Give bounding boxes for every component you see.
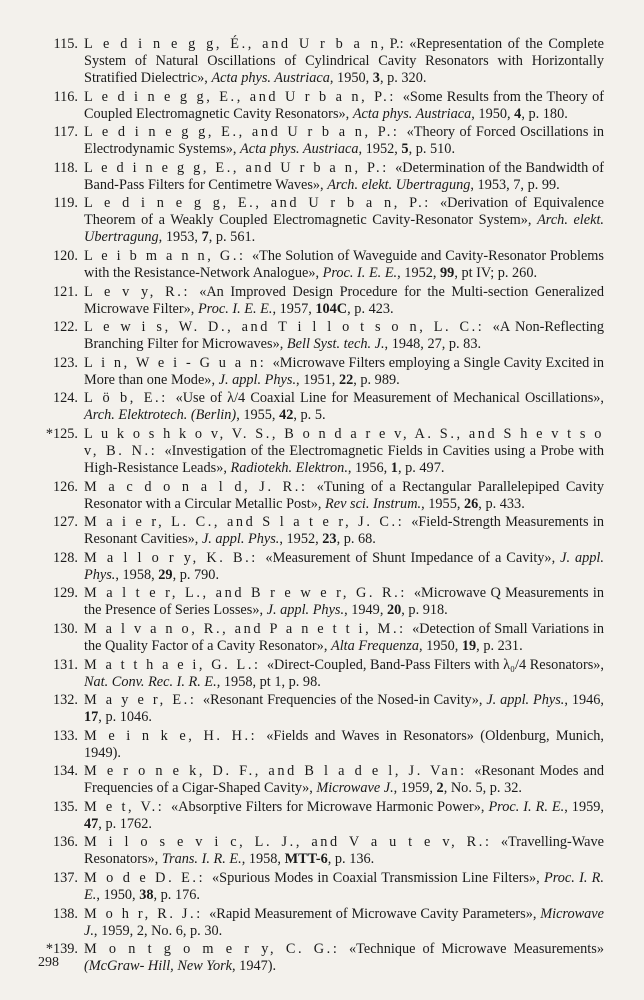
reference-text [84,728,604,762]
journal-title: J. appl. Phys. [218,371,297,388]
author-names: M a l v a n o, R., and P a n e t t i, M.: [84,620,413,637]
author-names: L e w i s, W. D., and T i l l o t s o n, L. C.: [84,319,493,336]
reference-segment: , pt IV; p. 260. [454,264,538,281]
author-names: L u k o s h k o v, V. S., B o n d a r e v, A. S., and S h e v t s o v, B. N.: [84,425,604,459]
author-names: M o n t g o m e r y, C. G.: [84,941,349,958]
author-names: L e d i n e g g, E., and U r b a n, P.: [84,88,403,105]
reference-entry [36,550,604,584]
reference-entry [36,479,604,513]
reference-segment: «Some Results from the Theory of Coupled Electromagnetic Cavity Resonators», [84,88,604,122]
reference-number: 117. [53,124,78,141]
reference-list [36,36,604,977]
reference-text [84,284,604,318]
journal-title: Bell Syst. tech. J. [286,336,385,353]
reference-segment: , p. 231. [476,637,523,654]
reference-segment: , 1957, [272,300,316,317]
volume-number: 7 [201,229,209,246]
reference-entry [36,621,604,655]
reference-segment: «Measurement of Shunt Impedance of a Cavity», [265,549,561,566]
reference-number: 124. [52,390,78,407]
reference-number: 133. [52,727,78,744]
reference-segment: , p. 497. [397,459,445,476]
reference-entry [36,319,604,353]
reference-segment: , 1950, [471,105,515,122]
reference-segment: , 1959, [564,798,604,815]
reference-number: *125. [45,425,78,442]
reference-number: 123. [52,354,78,371]
author-names: M a c d o n a l d, J. R.: [84,478,317,495]
reference-segment: «Tuning of a Rectangular Parallelepiped Cavity Resonator with a Circular Metallic Post», [84,478,604,512]
volume-number: 104C [315,300,348,317]
reference-segment: «Spurious Modes in Coaxial Transmission Line Filters», [212,870,545,887]
reference-entry [36,390,604,424]
volume-number: 42 [279,407,294,424]
author-names: L ö b, E.: [84,390,176,407]
reference-segment: «Rapid Measurement of Microwave Cavity Parameters», [209,905,541,922]
reference-segment: , 1955, [236,407,280,424]
volume-number: 38 [139,887,154,904]
reference-number: 130. [52,620,78,637]
reference-number: 131. [52,656,78,673]
journal-title: Proc. I. R. E. [488,798,565,815]
volume-number: 2 [436,780,444,797]
volume-number: 17 [84,709,99,726]
volume-number: 29 [158,566,173,583]
author-names: L e d i n e g g, E., and U r b a n, P.: [84,195,440,212]
volume-number: 4 [514,105,522,122]
reference-text [84,657,604,691]
reference-entry [36,36,604,87]
reference-number: 132. [52,692,78,709]
journal-title: Microwave J. [316,780,394,797]
reference-segment: , 1950, [96,887,140,904]
reference-text [84,692,604,726]
author-names: M o d e D. E.: [84,870,213,887]
reference-entry [36,89,604,123]
reference-segment: , 1950, [418,637,462,654]
reference-segment: , 1958, [115,566,159,583]
reference-segment: , 1952, [279,531,323,548]
author-names: M a l l o r y, K. B.: [84,549,266,566]
reference-entry [36,692,604,726]
reference-entry [36,941,604,975]
reference-number: 121. [52,283,78,300]
journal-title: J. appl. Phys. [201,531,280,548]
reference-text [84,195,604,246]
reference-entry [36,799,604,833]
reference-segment: , p. 180. [521,105,568,122]
reference-segment: , No. 5, p. 32. [443,780,522,797]
author-names: M a i e r, L. C., and S l a t e r, J. C.: [84,514,412,531]
volume-number: MTT-6 [284,851,328,868]
reference-segment: , 1950, [329,70,373,86]
reference-segment: «Technique of Microwave Measurements» [348,941,604,958]
reference-text [84,834,604,868]
journal-title: Rev sci. Instrum. [325,495,422,512]
reference-segment: , 1947). [232,958,277,975]
reference-segment: , 1959, [393,780,437,797]
reference-entry [36,248,604,282]
reference-text [84,870,604,904]
reference-number: 135. [52,798,78,815]
journal-title: Trans. I. R. E. [161,851,242,868]
reference-segment: «Derivation of Equivalence Theorem of a Weakly Coupled Electromagnetic Cavity-Resonator System», [84,195,605,229]
reference-entry [36,834,604,868]
author-names: M o h r, R. J.: [84,905,210,922]
reference-segment: , 1951, [296,371,339,388]
reference-segment: , 1946, [564,692,605,709]
journal-title: Microwave J. [84,905,604,939]
reference-entry [36,355,604,389]
author-names: M e r o n e k, D. F., and B l a d e l, J. Van: [84,763,475,780]
reference-number: 127. [52,514,78,531]
volume-number: 5 [401,141,409,158]
reference-entry [36,763,604,797]
reference-entry [36,657,604,691]
author-names: L e d i n e g g, E., and U r b a n, P.: [84,124,407,141]
reference-segment: «Use of λ/4 Coaxial Line for Measurement of Mechanical Oscillations», [175,390,605,407]
volume-number: 1 [390,459,398,476]
author-names: M i l o s e v i c, L. J., and V a u t e v, R.: [84,834,501,851]
reference-entry [36,585,604,619]
author-names: L e d i n e g g, E., and U r b a n, P.: [84,159,396,176]
reference-entry [36,426,604,477]
reference-text [84,621,604,655]
reference-segment: , p. 1046. [98,709,152,726]
reference-segment: , p. 433. [478,495,525,512]
reference-text [84,763,604,797]
reference-text [84,160,604,194]
reference-segment: , p. 68. [336,531,376,548]
reference-number: 136. [52,834,78,851]
reference-number: 138. [52,905,78,922]
author-names: M a t t h a e i, G. L.: [84,656,267,673]
reference-segment: «Fields and Waves in Resonators» (Oldenburg, Munich, 1949). [84,727,604,761]
reference-segment: , p. 5. [293,407,326,424]
reference-segment: «Direct-Coupled, Band-Pass Filters with λ₀/4 Resonators», [266,656,604,673]
volume-number: 22 [338,371,354,388]
reference-number: 126. [52,478,78,495]
author-names: L i n, W e i - G u a n: [84,354,273,371]
reference-text [84,36,604,87]
reference-segment: «Travelling-Wave Resonators», [84,834,604,868]
reference-entry [36,514,604,548]
reference-text [84,248,604,282]
reference-entry [36,728,604,762]
volume-number: 23 [322,531,337,548]
author-names: M a y e r, E.: [84,692,203,709]
journal-title: Proc. I. E. E. [322,264,398,281]
reference-entry [36,195,604,246]
reference-segment: , 1952, [397,264,441,281]
reference-number: *139. [45,941,78,958]
reference-segment: , 1948, 27, p. 83. [384,336,482,353]
reference-text [84,941,604,975]
journal-title: (McGraw- Hill, New York [84,958,233,975]
reference-segment: , 1958, [241,851,285,868]
reference-text [84,89,604,123]
author-names: M e i n k e, H. H.: [84,727,267,744]
journal-title: J. appl. Phys. [84,549,604,583]
reference-segment: , p. 136. [327,851,375,868]
reference-number: 118. [53,159,78,176]
reference-segment: , p. 989. [353,371,400,388]
reference-segment: «The Solution of Waveguide and Cavity-Resonator Problems with the Resistance-Network Analogue», [84,247,604,281]
journal-title: J. appl. Phys. [266,602,345,619]
reference-text [84,319,604,353]
journal-title: Acta phys. Austriaca [240,141,359,158]
reference-segment: , 1956, [347,459,391,476]
reference-segment: «An Improved Design Procedure for the Multi-section Generalized Microwave Filter», [84,283,604,317]
reference-entry [36,870,604,904]
reference-segment: , P.: «Representation of the Complete System of Natural Oscillations of Cylindrical Cavity Resonators with Horizontally Stratified Dielectric», [84,36,604,86]
reference-segment: «Absorptive Filters for Microwave Harmonic Power», [171,798,489,815]
reference-segment: , p. 790. [172,566,220,583]
reference-text [84,906,604,940]
author-names: L e d i n e g g, É., and [84,36,299,52]
journal-title: Proc. I. R. E. [84,870,604,904]
journal-title: Arch. elekt. Ubertragung [84,212,604,246]
reference-number: 115. [53,36,78,52]
author-names: M e t, V.: [84,798,171,815]
journal-title: Proc. I. E. E. [197,300,273,317]
volume-number: 20 [386,602,402,619]
journal-title: Radiotekh. Elektron. [230,459,348,476]
journal-title: Acta phys. Austriaca [352,105,472,122]
page-number: 298 [38,955,59,970]
journal-title: J. appl. Phys. [486,692,565,709]
reference-segment: , p. 320. [379,70,427,86]
reference-segment: , 1953, 7, p. 99. [470,176,560,193]
reference-segment: , p. 423. [347,300,394,317]
reference-entry [36,906,604,940]
reference-segment: «Investigation of the Electromagnetic Fields in Cavities using a Probe with High-Resistance Leads», [84,442,605,476]
volume-number: 99 [440,264,455,281]
reference-segment: , p. 176. [153,887,200,904]
reference-text [84,390,604,424]
reference-entry [36,160,604,194]
reference-text [84,514,604,548]
reference-segment: , p. 561. [208,229,256,246]
reference-number: 122. [52,319,78,336]
journal-title: Acta phys. Austriaca [211,70,330,86]
reference-text [84,799,604,833]
reference-text [84,585,604,619]
reference-segment: «Microwave Filters employing a Single Cavity Excited in More than one Mode», [84,354,604,388]
reference-segment: «Resonant Modes and Frequencies of a Cigar-Shaped Cavity», [84,763,604,797]
reference-segment: «A Non-Reflecting Branching Filter for Microwaves», [84,319,604,353]
reference-segment: , 1949, [344,602,387,619]
reference-number: 134. [52,763,78,780]
volume-number: 26 [464,495,479,512]
reference-number: 120. [52,247,78,264]
reference-text [84,550,604,584]
reference-text [84,124,604,158]
reference-segment: «Determination of the Bandwidth of Band-Pass Filters for Centimetre Waves», [84,159,604,193]
reference-text [84,355,604,389]
reference-segment: «Theory of Forced Oscillations in Electrodynamic Systems», [84,124,604,158]
reference-segment: , 1955, [421,495,464,512]
journal-title: Alta Frequenza [330,637,419,654]
journal-title: Arch. elekt. Ubertragung [327,176,471,193]
reference-text [84,426,604,477]
volume-number: 19 [461,637,477,654]
reference-segment: «Field-Strength Measurements in Resonant Cavities», [84,514,605,548]
reference-segment: , 1952, [358,141,402,158]
reference-number: 116. [53,88,78,105]
reference-segment: , p. 918. [401,602,448,619]
reference-segment: , 1953, [158,229,202,246]
reference-segment: , p. 510. [408,141,456,158]
reference-entry [36,124,604,158]
reference-segment: «Microwave Q Measurements in the Presence of Series Losses», [84,585,604,619]
reference-number: 128. [52,549,78,566]
reference-number: 129. [52,585,78,602]
author-names: U r b a n [298,36,381,52]
volume-number: 3 [372,70,380,86]
journal-title: Arch. Elektrotech. (Berlin) [84,407,237,424]
reference-segment: «Detection of Small Variations in the Quality Factor of a Cavity Resonator», [84,620,604,654]
reference-number: 137. [52,870,78,887]
author-names: M a l t e r, L., and B r e w e r, G. R.: [84,585,414,602]
reference-segment: , 1958, pt 1, p. 98. [216,673,321,690]
reference-number: 119. [53,195,78,212]
journal-title: Nat. Conv. Rec. I. R. E. [84,673,217,690]
reference-entry [36,284,604,318]
reference-segment: «Resonant Frequencies of the Nosed-in Cavity», [202,692,487,709]
reference-segment: , p. 1762. [98,815,152,832]
reference-segment: , 1959, 2, No. 6, p. 30. [93,922,223,939]
author-names: L e v y, R.: [84,283,200,300]
author-names: L e i b m a n n, G.: [84,247,253,264]
reference-text [84,479,604,513]
volume-number: 47 [84,815,99,832]
